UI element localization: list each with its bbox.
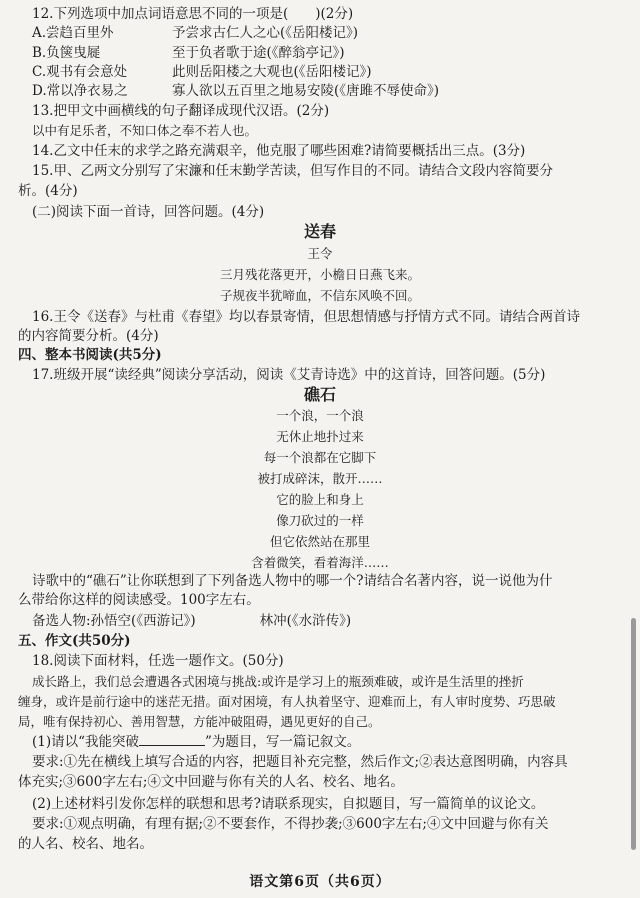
poem2-line: 每一个浪都在它脚下 [263,450,377,465]
q12-option-b [32,44,345,62]
q18-material-line1: 成长路上，我们总会遭遇各式困境与挑战:或许是学习上的瓶颈难破，或许是生活里的挫折 [32,674,524,689]
q15-line2: 析。(4分) [18,183,78,199]
q18-req2-line2: 的人名、校名、地名。 [18,836,153,852]
option-c-right: 此则岳阳楼之大观也(《岳阳楼记》) [172,64,372,80]
poem1-line1: 三月残花落更开，小檐日日燕飞来。 [219,267,420,282]
poem1-title: 送春 [303,222,336,241]
q16-line2: 的内容简要分析。(4分) [18,328,159,344]
q12-stem: 12.下列选项中加点词语意思不同的一项是( )(2分) [32,6,354,22]
poem2-line: 一个浪，一个浪 [276,408,364,423]
q17-prompt-line2: 么带给你这样的阅读感受。100字左右。 [18,592,260,608]
q18-task1 [32,733,360,751]
poem2-title: 礁石 [303,385,336,404]
section4-heading: 四、整本书阅读(共5分) [18,347,162,363]
section-poem-heading: (二)阅读下面一首诗，回答问题。(4分) [32,204,265,220]
poem2-line: 像刀砍过的一样 [276,513,364,528]
q18-req1-line1: 要求:①先在横线上填写合适的内容，把题目补充完整，然后作文;②表达意图明确，内容具 [32,754,568,770]
scrollbar-thumb[interactable] [631,618,636,850]
poem2-line: 但它依然站在那里 [269,534,370,549]
candidate-1: 备选人物:孙悟空(《西游记》) [32,613,196,629]
q18-req2-line1: 要求:①观点明确，有理有据;②不要套作，不得抄袭;③600字左右;④文中回避与你有关 [32,816,549,832]
task1-suffix: ”为题目，写一篇记叙文。 [205,734,361,750]
q18-task2: (2)上述材料引发你怎样的联想和思考?请联系现实，自拟题目，写一篇简单的议论文。 [32,796,545,812]
q12-option-a [32,24,358,42]
q17-prompt-line1: 诗歌中的“礁石”让你联想到了下列备选人物中的哪一个?请结合名著内容，说一说他为什 [32,573,553,589]
title-blank-line [139,733,205,746]
page-footer: 语文第6页（共6页） [249,874,391,890]
q18-stem: 18.阅读下面材料，任选一题作文。(50分) [32,653,284,669]
candidate-2: 林冲(《水浒传》) [259,613,352,629]
task1-prefix: (1)请以“我能突破 [32,734,140,750]
option-b-left: B.负箧曳屣 [32,45,101,61]
q18-material-line2: 缠身，或许是前行途中的迷茫无措。面对困境，有人执着坚守、迎难而上，有人审时度势、巧思破 [18,694,556,709]
q12-option-c [32,63,372,81]
poem1-line2: 子规夜半犹啼血，不信东风唤不回。 [219,288,420,303]
option-a-left: A.尝趋百里外 [32,25,114,41]
q18-material-line3: 局，唯有保持初心、善用智慧，方能冲破阻碍，遇见更好的自己。 [18,714,381,729]
option-c-left: C.观书有会意处 [32,64,128,80]
q16-line1: 16.王令《送春》与杜甫《春望》均以春景寄情，但思想情感与抒情方式不同。请结合两首诗 [32,309,580,325]
option-d-right: 寡人欲以五百里之地易安陵(《唐雎不辱使命》) [172,83,440,99]
q12-option-d [32,82,439,100]
poem2-line: 它的脸上和身上 [276,492,364,507]
q14-stem: 14.乙文中任末的求学之路充满艰辛，他克服了哪些困难?请简要概括出三点。(3分) [32,143,526,159]
poem2-line: 无休止地扑过来 [276,429,364,444]
q17-candidates [32,612,351,630]
poem1-author: 王令 [307,246,333,261]
q13-stem: 13.把甲文中画横线的句子翻译成现代汉语。(2分) [32,103,330,119]
option-d-left: D.常以净衣易之 [32,83,128,99]
poem2-line: 含着微笑，看着海洋…… [251,555,389,570]
q13-sentence: 以中有足乐者，不知口体之奉不若人也。 [32,123,258,138]
option-a-right: 予尝求古仁人之心(《岳阳楼记》) [172,25,359,41]
option-b-right: 至于负者歌于途(《醉翁亭记》) [172,45,345,61]
section5-heading: 五、作文(共50分) [18,633,131,649]
q17-stem: 17.班级开展“读经典”阅读分享活动，阅读《艾青诗选》中的这首诗，回答问题。(5分) [32,367,546,383]
q15-line1: 15.甲、乙两文分别写了宋濂和任末勤学苦读，但写作目的不同。请结合文段内容简要分 [32,163,553,179]
q18-req1-line2: 体充实;③600字左右;④文中回避与你有关的人名、校名、地名。 [18,774,404,790]
poem2-line: 被打成碎沫，散开…… [257,471,383,486]
